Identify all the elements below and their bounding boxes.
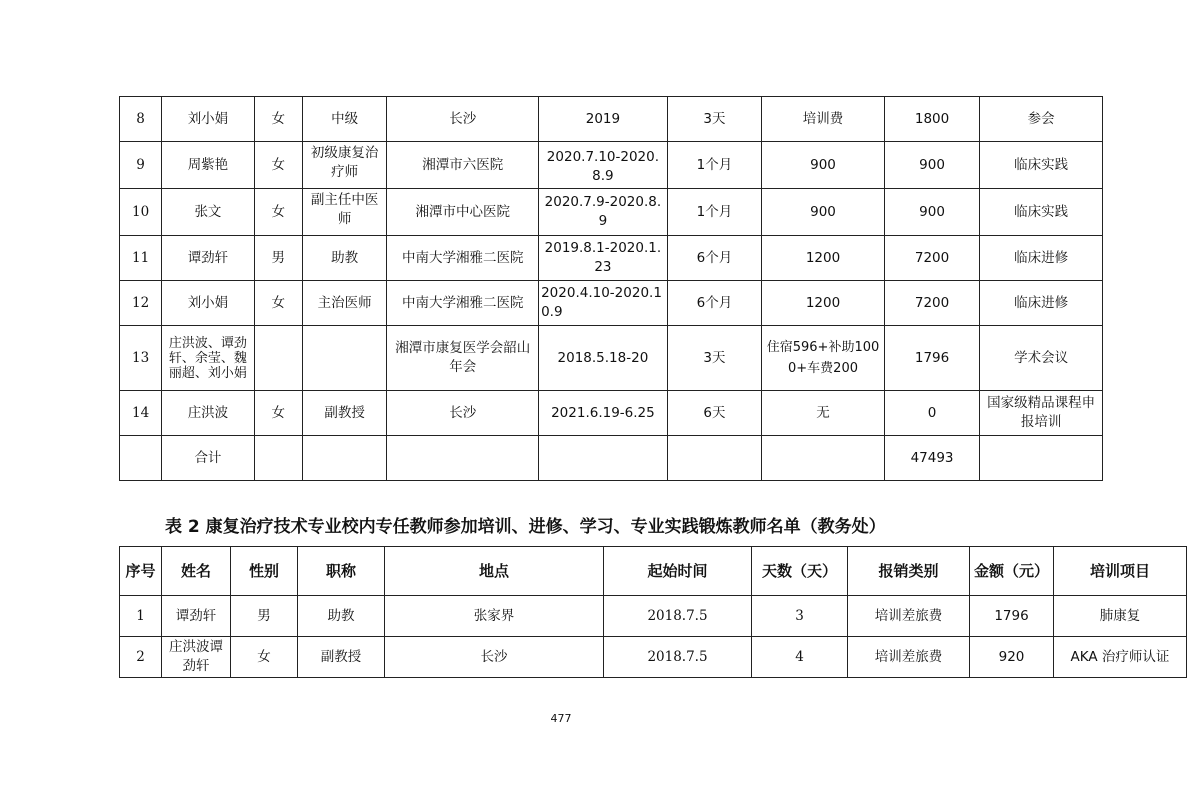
table-row (120, 236, 1103, 281)
cell-category: 培训费 (762, 97, 885, 142)
cell-days: 3天 (667, 326, 761, 391)
cell-place: 湘潭市康复医学会韶山年会 (387, 326, 539, 391)
cell-no: 12 (120, 281, 162, 326)
cell-name: 谭劲轩 (162, 236, 254, 281)
table-row (120, 596, 1187, 637)
cell-days: 6个月 (667, 236, 761, 281)
cell-days: 6个月 (667, 281, 761, 326)
cell-no: 9 (120, 142, 162, 189)
cell-place: 张家界 (385, 596, 604, 637)
cell-time: 2018.7.5 (604, 596, 752, 637)
header-days: 天数（天） (752, 547, 848, 596)
cell-amount: 900 (884, 142, 979, 189)
total-label: 合计 (162, 436, 254, 481)
header-time: 起始时间 (604, 547, 752, 596)
total-amount: 47493 (884, 436, 979, 481)
cell-days (667, 436, 761, 481)
cell-no: 14 (120, 391, 162, 436)
cell-no (120, 436, 162, 481)
cell-days: 3天 (667, 97, 761, 142)
cell-time: 2020.4.10-2020.10.9 (539, 281, 668, 326)
cell-category: 住宿596+补助1000+车费200 (762, 326, 885, 391)
cell-time: 2018.7.5 (604, 637, 752, 678)
cell-amount: 7200 (884, 236, 979, 281)
table-row (120, 326, 1103, 391)
cell-name: 庄洪波 (162, 391, 254, 436)
header-category: 报销类别 (848, 547, 970, 596)
cell-project: 临床进修 (980, 281, 1103, 326)
cell-days: 3 (752, 596, 848, 637)
cell-category: 1200 (762, 281, 885, 326)
cell-no: 2 (120, 637, 162, 678)
cell-gender: 女 (254, 189, 302, 236)
training-table-1 (119, 96, 1103, 481)
cell-category: 900 (762, 142, 885, 189)
cell-title: 副教授 (298, 637, 385, 678)
cell-no: 1 (120, 596, 162, 637)
table-header-row (120, 547, 1187, 596)
cell-amount: 1800 (884, 97, 979, 142)
header-amount: 金额（元） (970, 547, 1054, 596)
cell-project: AKA 治疗师认证 (1054, 637, 1187, 678)
cell-title (302, 436, 386, 481)
cell-gender (254, 326, 302, 391)
cell-place: 湘潭市六医院 (387, 142, 539, 189)
table-row (120, 97, 1103, 142)
table-row (120, 281, 1103, 326)
cell-category: 培训差旅费 (848, 637, 970, 678)
header-project: 培训项目 (1054, 547, 1187, 596)
total-row (120, 436, 1103, 481)
cell-name: 张文 (162, 189, 254, 236)
cell-name: 周紫艳 (162, 142, 254, 189)
table-row (120, 142, 1103, 189)
cell-title: 副主任中医师 (302, 189, 386, 236)
cell-time: 2018.5.18-20 (539, 326, 668, 391)
cell-project: 国家级精品课程申报培训 (980, 391, 1103, 436)
cell-project: 临床实践 (980, 189, 1103, 236)
cell-title: 中级 (302, 97, 386, 142)
cell-title: 助教 (302, 236, 386, 281)
cell-category: 培训差旅费 (848, 596, 970, 637)
cell-project (980, 436, 1103, 481)
cell-days: 6天 (667, 391, 761, 436)
cell-no: 11 (120, 236, 162, 281)
cell-gender: 女 (231, 637, 298, 678)
cell-category: 无 (762, 391, 885, 436)
cell-project: 临床实践 (980, 142, 1103, 189)
cell-amount: 920 (970, 637, 1054, 678)
cell-time: 2019 (539, 97, 668, 142)
cell-place: 中南大学湘雅二医院 (387, 281, 539, 326)
cell-amount: 0 (884, 391, 979, 436)
cell-no: 10 (120, 189, 162, 236)
cell-name: 庄洪波、谭劲轩、余莹、魏丽超、刘小娟 (162, 326, 254, 391)
table-row (120, 637, 1187, 678)
page-number: 477 (550, 712, 572, 725)
cell-name: 刘小娟 (162, 97, 254, 142)
cell-amount: 900 (884, 189, 979, 236)
cell-place: 长沙 (387, 97, 539, 142)
training-table-2 (119, 546, 1187, 678)
table-row (120, 189, 1103, 236)
cell-days: 1个月 (667, 142, 761, 189)
header-title: 职称 (298, 547, 385, 596)
table-row (120, 391, 1103, 436)
header-name: 姓名 (162, 547, 231, 596)
cell-place: 中南大学湘雅二医院 (387, 236, 539, 281)
cell-place (387, 436, 539, 481)
cell-time: 2020.7.10-2020.8.9 (539, 142, 668, 189)
cell-name: 谭劲轩 (162, 596, 231, 637)
cell-time: 2020.7.9-2020.8.9 (539, 189, 668, 236)
table2-title: 表 2 康复治疗技术专业校内专任教师参加培训、进修、学习、专业实践锻炼教师名单（教务处） (165, 517, 886, 537)
cell-place: 长沙 (387, 391, 539, 436)
cell-gender: 女 (254, 97, 302, 142)
cell-title: 助教 (298, 596, 385, 637)
cell-project: 肺康复 (1054, 596, 1187, 637)
cell-category (762, 436, 885, 481)
cell-category: 900 (762, 189, 885, 236)
cell-gender: 女 (254, 142, 302, 189)
cell-gender: 男 (231, 596, 298, 637)
cell-name: 刘小娟 (162, 281, 254, 326)
cell-title: 初级康复治疗师 (302, 142, 386, 189)
cell-project: 学术会议 (980, 326, 1103, 391)
cell-title (302, 326, 386, 391)
cell-no: 13 (120, 326, 162, 391)
cell-time: 2021.6.19-6.25 (539, 391, 668, 436)
cell-project: 临床进修 (980, 236, 1103, 281)
cell-place: 湘潭市中心医院 (387, 189, 539, 236)
header-no: 序号 (120, 547, 162, 596)
cell-days: 1个月 (667, 189, 761, 236)
cell-gender: 女 (254, 281, 302, 326)
cell-gender (254, 436, 302, 481)
cell-time: 2019.8.1-2020.1.23 (539, 236, 668, 281)
cell-title: 副教授 (302, 391, 386, 436)
cell-place: 长沙 (385, 637, 604, 678)
cell-days: 4 (752, 637, 848, 678)
cell-name: 庄洪波谭劲轩 (162, 637, 231, 678)
cell-amount: 1796 (970, 596, 1054, 637)
header-gender: 性别 (231, 547, 298, 596)
cell-amount: 7200 (884, 281, 979, 326)
cell-amount: 1796 (884, 326, 979, 391)
header-place: 地点 (385, 547, 604, 596)
cell-time (539, 436, 668, 481)
cell-category: 1200 (762, 236, 885, 281)
cell-gender: 女 (254, 391, 302, 436)
cell-title: 主治医师 (302, 281, 386, 326)
cell-project: 参会 (980, 97, 1103, 142)
cell-no: 8 (120, 97, 162, 142)
cell-gender: 男 (254, 236, 302, 281)
